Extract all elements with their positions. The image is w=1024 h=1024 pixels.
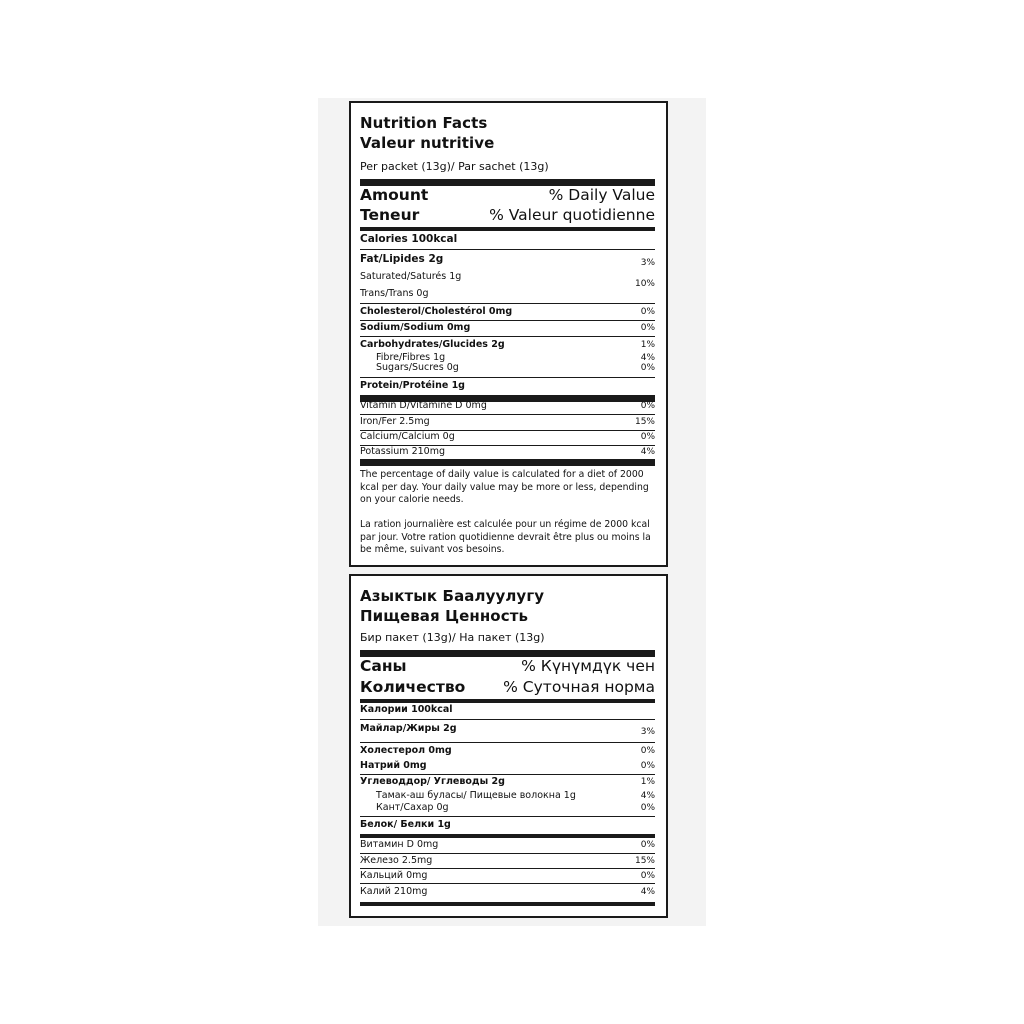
potassium-row	[360, 446, 655, 458]
sodium-row	[360, 322, 655, 334]
cholesterol-pct: 0%	[640, 746, 655, 756]
divider	[360, 834, 655, 838]
sodium-label: Sodium/Sodium 0mg	[360, 322, 471, 333]
cholesterol-pct: 0%	[640, 307, 655, 317]
sugars-pct: 0%	[640, 363, 655, 373]
calories-label: Калории 100kcal	[360, 704, 453, 715]
divider	[360, 853, 655, 854]
amount-label: Саны	[360, 657, 407, 675]
divider	[360, 816, 655, 817]
sugars-label: Кант/Сахар 0g	[376, 802, 449, 813]
divider	[360, 742, 655, 743]
iron-label: Железо 2.5mg	[360, 855, 433, 866]
potassium-pct: 4%	[640, 447, 655, 457]
protein-row	[360, 819, 655, 831]
calcium-pct: 0%	[640, 871, 655, 881]
divider	[360, 719, 655, 720]
divider	[360, 249, 655, 250]
divider	[360, 336, 655, 337]
carbohydrates-row	[360, 339, 655, 351]
sugars-row	[360, 802, 655, 814]
footnote-french: La ration journalière est calculée pour un régime de 2000 kcal par jour. Votre ration quotidienne devrait être plus ou moins la be même, suivant vos besoins.	[360, 519, 651, 556]
amount-label: Amount	[360, 186, 429, 204]
daily-value-label: % Күнүмдүк чен	[521, 657, 655, 675]
divider	[360, 868, 655, 869]
panel-title: Азыктык Баалуулугу	[360, 587, 545, 605]
fibre-pct: 4%	[640, 791, 655, 801]
panel-title: Nutrition Facts	[360, 114, 488, 132]
calcium-label: Кальций 0mg	[360, 870, 428, 881]
nutrition-facts-panel-ru	[349, 574, 668, 918]
nutrition-facts-panel	[349, 101, 668, 567]
divider	[360, 414, 655, 415]
calcium-label: Calcium/Calcium 0g	[360, 431, 455, 442]
iron-row	[360, 416, 655, 428]
potassium-row	[360, 886, 655, 898]
divider	[360, 320, 655, 321]
sugars-pct: 0%	[640, 803, 655, 813]
divider	[360, 303, 655, 304]
iron-row	[360, 855, 655, 867]
fibre-label: Тамак-аш буласы/ Пищевые волокна 1g	[376, 790, 576, 801]
sugars-row	[360, 362, 655, 374]
iron-label: Iron/Fer 2.5mg	[360, 416, 430, 427]
calories-label: Calories 100kcal	[360, 233, 458, 245]
serving-size: Бир пакет (13g)/ На пакет (13g)	[360, 631, 545, 644]
fat-pct: 3%	[640, 258, 655, 268]
vitamin-d-row	[360, 400, 655, 412]
potassium-label: Potassium 210mg	[360, 446, 445, 457]
calories-row	[360, 233, 655, 245]
protein-row	[360, 380, 655, 392]
divider	[360, 227, 655, 231]
trans-row	[360, 288, 655, 300]
potassium-pct: 4%	[640, 887, 655, 897]
cholesterol-label: Холестерол 0mg	[360, 745, 452, 756]
potassium-label: Калий 210mg	[360, 886, 428, 897]
serving-size: Per packet (13g)/ Par sachet (13g)	[360, 160, 549, 173]
calcium-row	[360, 431, 655, 443]
iron-pct: 15%	[634, 417, 655, 427]
carbohydrates-label: Carbohydrates/Glucides 2g	[360, 339, 505, 350]
amount-header	[360, 656, 655, 676]
carbohydrates-pct: 1%	[640, 340, 655, 350]
sodium-row	[360, 760, 655, 772]
footnote-english: The percentage of daily value is calculated for a diet of 2000 kcal per day. Your daily value may be more or less, depending on your calorie needs.	[360, 469, 649, 506]
saturated-label: Saturated/Saturés 1g	[360, 271, 462, 282]
cholesterol-label: Cholesterol/Cholestérol 0mg	[360, 306, 513, 317]
daily-value-label: % Daily Value	[548, 186, 655, 204]
carbohydrates-label: Углеводдор/ Углеводы 2g	[360, 776, 505, 787]
cholesterol-row	[360, 745, 655, 757]
sodium-pct: 0%	[640, 323, 655, 333]
amount-header	[360, 185, 655, 205]
divider	[360, 883, 655, 884]
trans-label: Trans/Trans 0g	[360, 288, 429, 299]
cholesterol-row	[360, 306, 655, 318]
divider	[360, 459, 655, 466]
fat-pct: 3%	[640, 727, 655, 737]
panel-subtitle: Пищевая Ценность	[360, 607, 529, 625]
amount-header-ru	[360, 677, 655, 697]
fibre-label: Fibre/Fibres 1g	[376, 352, 446, 363]
fat-label: Майлар/Жиры 2g	[360, 723, 457, 734]
sugars-label: Sugars/Sucres 0g	[376, 362, 459, 373]
vitamin-d-pct: 0%	[640, 840, 655, 850]
fat-label: Fat/Lipides 2g	[360, 253, 444, 265]
protein-label: Белок/ Белки 1g	[360, 819, 451, 830]
amount-label: Teneur	[360, 206, 420, 224]
calcium-row	[360, 870, 655, 882]
iron-pct: 15%	[634, 856, 655, 866]
sat-trans-pct: 10%	[634, 279, 655, 289]
fat-pct-row	[360, 726, 655, 738]
divider	[360, 902, 655, 906]
calcium-pct: 0%	[640, 432, 655, 442]
daily-value-label: % Valeur quotidienne	[489, 206, 655, 224]
daily-value-label: % Суточная норма	[503, 678, 655, 696]
divider	[360, 377, 655, 378]
divider	[360, 774, 655, 775]
vitamin-d-label: Vitamin D/Vitamine D 0mg	[360, 400, 487, 411]
protein-label: Protein/Protéine 1g	[360, 380, 465, 391]
fat-pct-row	[360, 257, 655, 269]
vitamin-d-pct: 0%	[640, 401, 655, 411]
amount-label: Количество	[360, 678, 466, 696]
fibre-pct: 4%	[640, 353, 655, 363]
divider	[360, 699, 655, 703]
sodium-label: Натрий 0mg	[360, 760, 427, 771]
vitamin-d-row	[360, 839, 655, 851]
carbohydrates-pct: 1%	[640, 777, 655, 787]
panel-subtitle: Valeur nutritive	[360, 134, 495, 152]
amount-header-fr	[360, 205, 655, 225]
sodium-pct: 0%	[640, 761, 655, 771]
fibre-row	[360, 790, 655, 802]
vitamin-d-label: Витамин D 0mg	[360, 839, 439, 850]
carbohydrates-row	[360, 776, 655, 788]
calories-row	[360, 704, 655, 716]
